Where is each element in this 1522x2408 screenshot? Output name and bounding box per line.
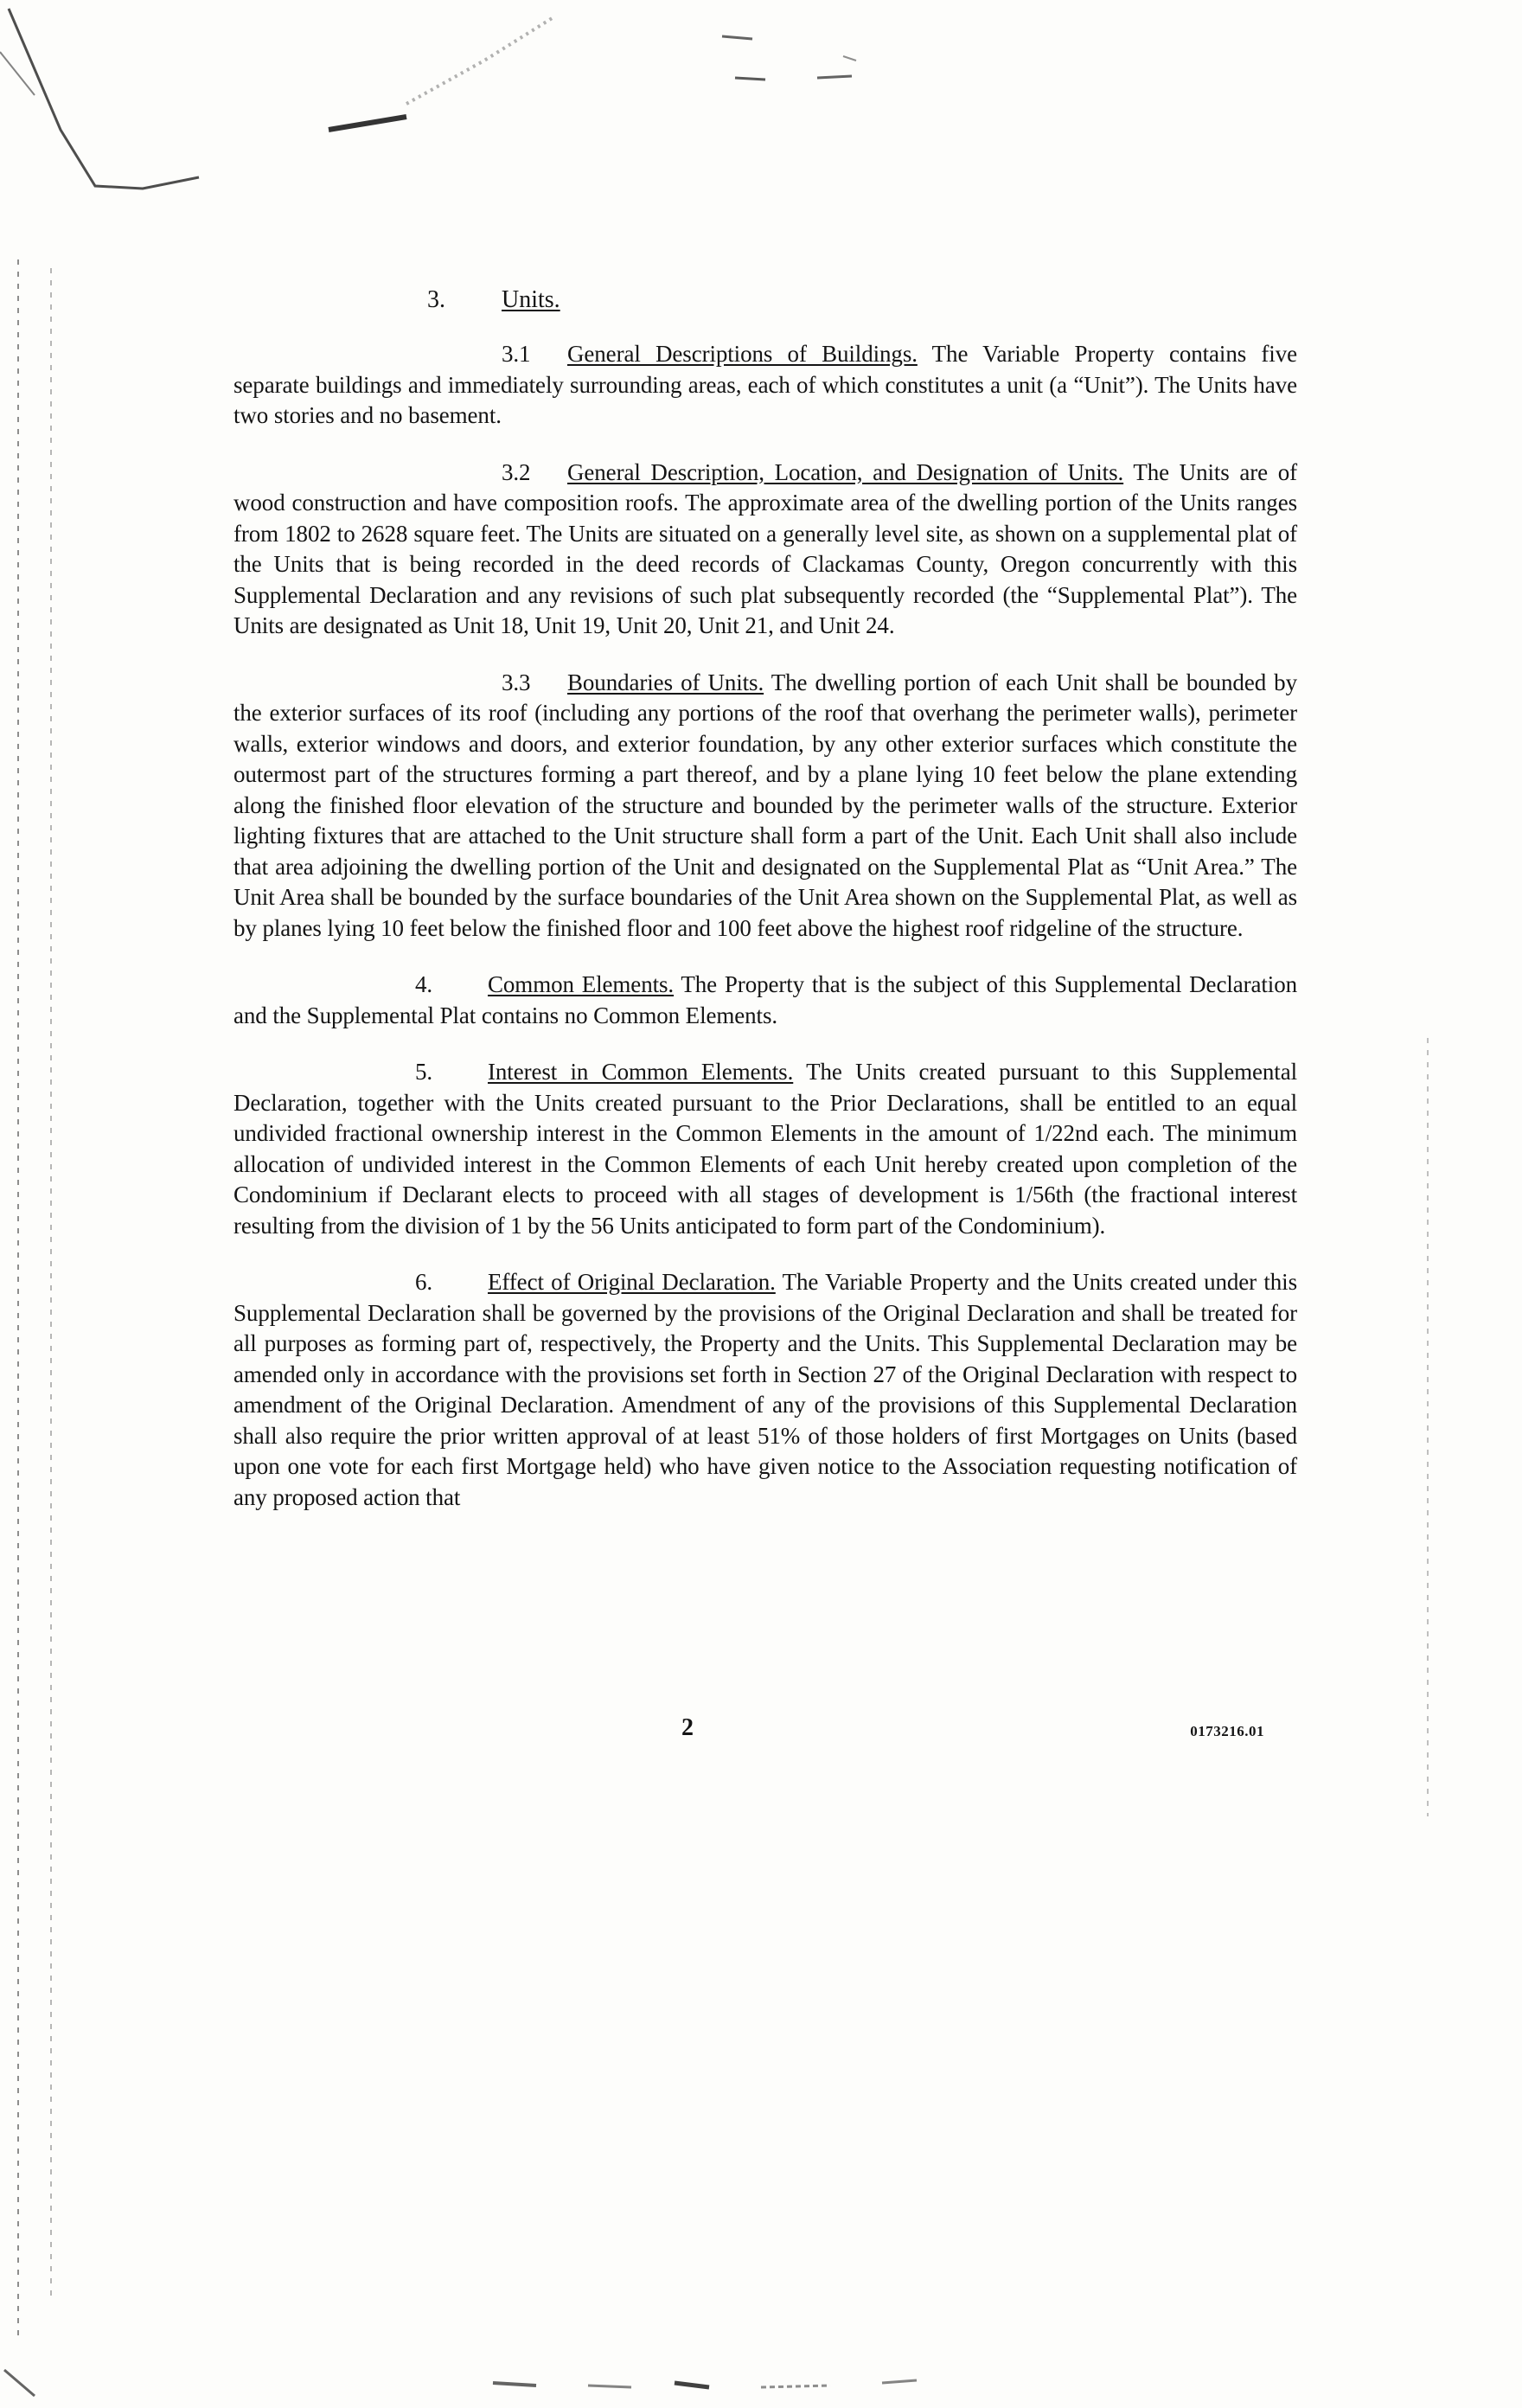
paragraph-3-2 (233, 458, 1297, 642)
paragraph-4-title: Common Elements. (488, 971, 675, 997)
scan-edge-line-left-inner (50, 268, 52, 2301)
paragraph-6-title: Effect of Original Declaration. (488, 1269, 776, 1295)
paragraph-3-2-text: The Units are of wood construction and have composition roofs. The approximate area of the dwelling portion of the Units ranges from 1802 to 2628 square feet. The Units are situated on a generally level site, as shown on a supplemental plat of the Units that is being recorded in the deed records of Clackamas County, Oregon concurrently with this Supplemental Declaration and any revisions of such plat subsequently recorded (the “Supplemental Plat”). The Units are designated as Unit 18, Unit 19, Unit 20, Unit 21, and Unit 24. (233, 458, 1297, 638)
paragraph-5-number: 5. (415, 1059, 433, 1085)
paragraph-6-number: 6. (415, 1269, 433, 1295)
scan-edge-line-right (1427, 1038, 1429, 1816)
paragraph-3-2-number: 3.2 (502, 458, 531, 485)
document-body (233, 285, 1297, 1539)
paragraph-3-1-title: General Descriptions of Buildings. (567, 341, 918, 367)
paragraph-5 (233, 1057, 1297, 1241)
section-3-heading (233, 285, 1297, 315)
paragraph-3-1-number: 3.1 (502, 341, 531, 367)
paragraph-3-2-title: General Description, Location, and Designation of Units. (567, 458, 1124, 485)
paragraph-3-3 (233, 668, 1297, 945)
paragraph-4-number: 4. (415, 971, 433, 997)
section-3-number: 3. (427, 286, 445, 313)
scan-smudge-top-left (0, 0, 951, 225)
paragraph-3-3-text: The dwelling portion of each Unit shall be bounded by the exterior surfaces of its roof (including any portions of the roof that overhang the perimeter walls), perimeter walls, exterior windows and doors, and exterior foundation, by any other exterior surfaces which constitute the outermost part of the structures forming a part thereof, and by a plane lying 10 feet below the plane extending along the finished floor elevation of the structure and bounded by the perimeter walls of the structure. Exterior lighting fixtures that are attached to the Unit structure shall form a part of the Unit. Each Unit shall also include that area adjoining the dwelling portion of the Unit and designated on the Supplemental Plat as “Unit Area.” The Unit Area shall be bounded by the surface boundaries of the Unit Area shown on the Supplemental Plat, as well as by planes lying 10 feet below the finished floor and 100 feet above the highest roof ridgeline of the structure. (233, 669, 1297, 941)
scan-smudge-bottom (0, 2335, 1522, 2408)
paragraph-3-1 (233, 339, 1297, 432)
section-3-title: Units. (502, 286, 560, 313)
paragraph-6-text: The Variable Property and the Units created under this Supplemental Declaration shall be governed by the provisions of the Original Declaration and shall be treated for all purposes as forming part of, respectively, the Property and the Units. This Supplemental Declaration may be amended only in accordance with the provisions set forth in Section 27 of the Original Declaration with respect to amendment of the Original Declaration. Amendment of any of the provisions of this Supplemental Declaration shall also require the prior written approval of at least 51% of those holders of first Mortgages on Units (based upon one vote for each first Mortgage held) who have given notice to the Association requesting notification of any proposed action that (233, 1269, 1297, 1510)
paragraph-3-3-title: Boundaries of Units. (567, 669, 764, 695)
paragraph-3-3-number: 3.3 (502, 669, 531, 695)
paragraph-3-1-text: The Variable Property contains five separate buildings and immediately surrounding areas, each of which constitutes a unit (a “Unit”). The Units have two stories and no basement. (233, 341, 1297, 428)
scan-edge-line-left (17, 259, 19, 2335)
paragraph-5-title: Interest in Common Elements. (488, 1059, 794, 1085)
paragraph-4 (233, 970, 1297, 1031)
page-number: 2 (681, 1714, 694, 1741)
paragraph-6 (233, 1267, 1297, 1513)
document-id: 0173216.01 (1190, 1723, 1264, 1739)
paragraph-5-text: The Units created pursuant to this Supplemental Declaration, together with the Units created pursuant to the Prior Declarations, shall be entitled to an equal undivided fractional ownership interest in the Common Elements in the amount of 1/22nd each. The minimum allocation of undivided interest in the Common Elements of each Unit hereby created upon completion of the Condominium if Declarant elects to proceed with all stages of development is 1/56th (the fractional interest resulting from the division of 1 by the 56 Units anticipated to form part of the Condominium). (233, 1059, 1297, 1239)
page-footer (233, 1714, 1297, 1749)
paragraph-4-text: The Property that is the subject of this Supplemental Declaration and the Supplemental Plat contains no Common Elements. (233, 971, 1297, 1028)
